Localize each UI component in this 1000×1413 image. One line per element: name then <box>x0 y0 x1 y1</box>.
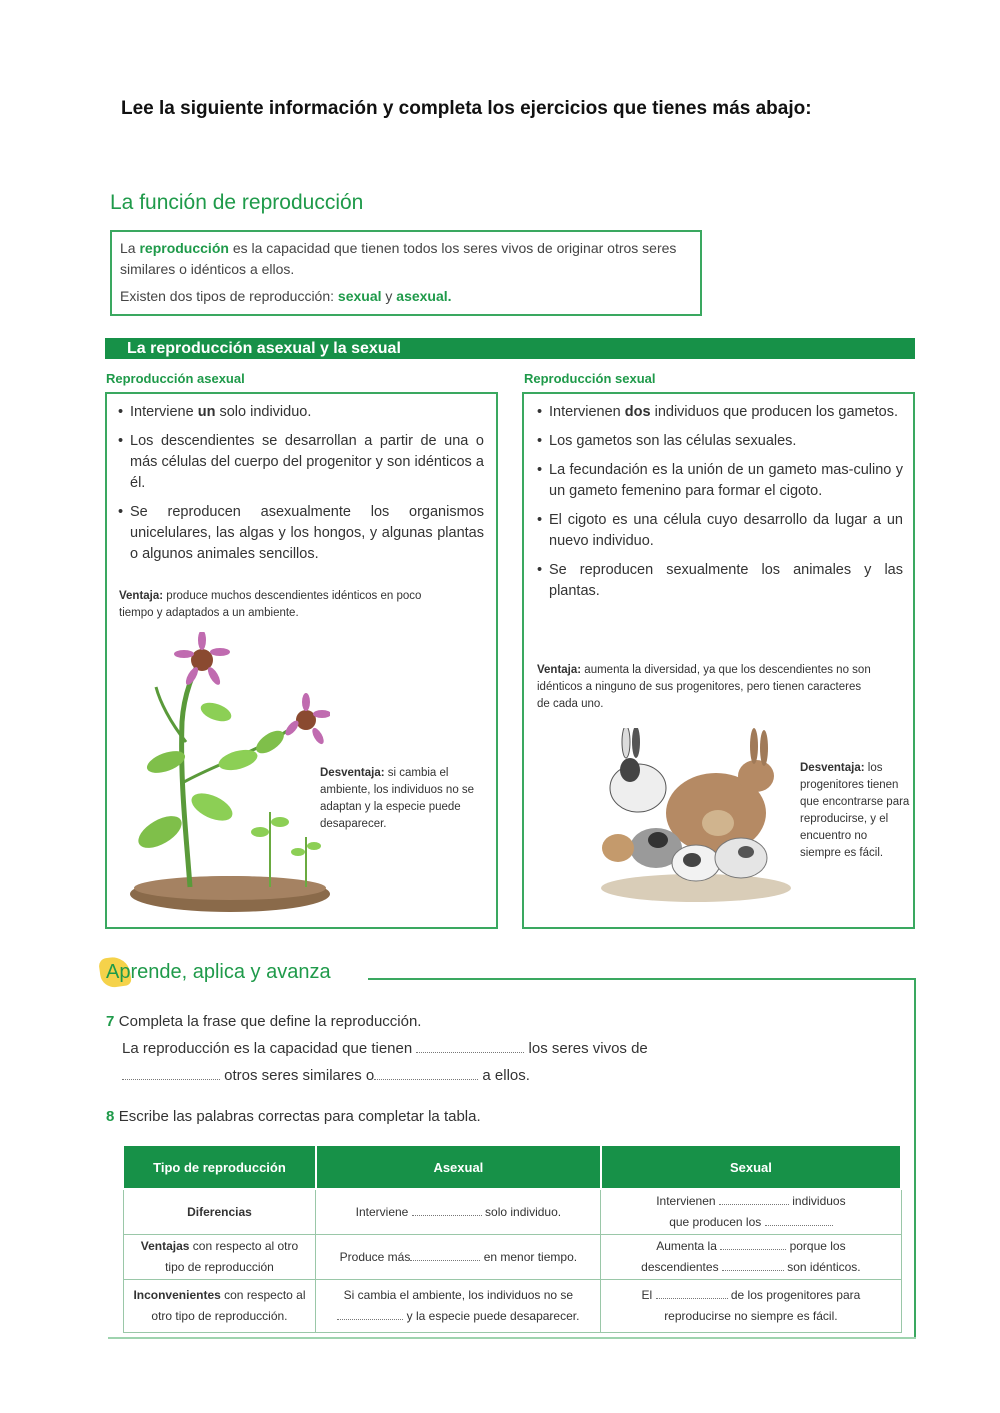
exercise-8-prompt: 8 Escribe las palabras correctas para completar la tabla. <box>106 1108 481 1125</box>
blank-field[interactable] <box>337 1307 403 1320</box>
list-item: • La fecundación es la unión de un gameto mas-culino y un gameto femenino para formar el cigoto. <box>537 460 903 502</box>
table-cell: Aumenta la porque los descendientes son idénticos. <box>601 1235 901 1280</box>
blank-field[interactable] <box>416 1040 524 1053</box>
definition-paragraph: La reproducción es la capacidad que tienen todos los seres vivos de originar otros seres similares o idénticos a ellos. <box>120 240 677 277</box>
row-label: Inconvenientes con respecto al otro tipo de reproducción. <box>123 1280 316 1333</box>
blank-field[interactable] <box>719 1192 789 1205</box>
list-item: • Intervienen dos individuos que producen los gametos. <box>537 402 903 423</box>
blank-field[interactable] <box>722 1258 784 1271</box>
list-item: • Interviene un solo individuo. <box>118 402 484 423</box>
divider <box>108 1337 916 1339</box>
section-title: La función de reproducción <box>110 191 364 214</box>
list-item: • Se reproducen asexualmente los organismos unicelulares, las algas y los hongos, y algunas plantas o algunos animales sencillos. <box>118 502 484 565</box>
table-row <box>123 1235 901 1280</box>
blank-field[interactable] <box>656 1286 728 1299</box>
sexual-bullets <box>537 402 903 610</box>
asexual-heading: Reproducción asexual <box>106 371 245 386</box>
table-cell: Produce más en menor tiempo. <box>316 1235 601 1280</box>
divider <box>914 978 916 1338</box>
exercise-7-line-2: otros seres similares o a ellos. <box>122 1067 530 1084</box>
blank-field[interactable] <box>122 1067 220 1080</box>
sexual-heading: Reproducción sexual <box>524 371 656 386</box>
exercise-7-line-1: La reproducción es la capacidad que tienen los seres vivos de <box>122 1040 648 1057</box>
blank-field[interactable] <box>412 1203 482 1216</box>
reproduction-table <box>122 1144 902 1333</box>
aprende-title: Aprende, aplica y avanza <box>106 961 331 983</box>
blank-field[interactable] <box>374 1067 478 1080</box>
list-item: • Los descendientes se desarrollan a partir de una o más células del cuerpo del progenitor y son idénticos a él. <box>118 431 484 494</box>
table-row <box>123 1189 901 1235</box>
table-row <box>123 1280 901 1333</box>
flower-icon <box>174 632 230 687</box>
table-header: Tipo de reproducción <box>123 1145 316 1189</box>
term-reproduccion: reproducción <box>139 240 229 256</box>
instruction-text: Lee la siguiente información y completa los ejercicios que tienes más abajo: <box>121 98 812 119</box>
asexual-disadvantage: Desventaja: si cambia el ambiente, los individuos no se adaptan y la especie puede desaparecer. <box>320 767 475 830</box>
list-item: • Los gametos son las células sexuales. <box>537 431 903 452</box>
table-cell: El de los progenitores para reproducirse no siempre es fácil. <box>601 1280 901 1333</box>
table-header: Sexual <box>601 1145 901 1189</box>
list-item: • Se reproducen sexualmente los animales y las plantas. <box>537 560 903 602</box>
list-item: • El cigoto es una célula cuyo desarrollo da lugar a un nuevo individuo. <box>537 510 903 552</box>
rabbits-illustration <box>596 728 796 904</box>
definition-box <box>110 230 702 316</box>
row-label: Diferencias <box>123 1189 316 1235</box>
table-cell: Intervienen individuos que producen los <box>601 1189 901 1235</box>
blank-field[interactable] <box>765 1213 833 1226</box>
rabbit-icon <box>610 728 666 812</box>
sexual-advantage: Ventaja: aumenta la diversidad, ya que los descendientes no son idénticos a ninguno de sus progenitores, pero tienen caracteres de cada uno. <box>537 664 871 710</box>
table-header: Asexual <box>316 1145 601 1189</box>
sexual-disadvantage: Desventaja: los progenitores tienen que encontrarse para reproducirse, y el encuentro no siempre es fácil. <box>800 762 910 859</box>
table-cell: Interviene solo individuo. <box>316 1189 601 1235</box>
section-band: La reproducción asexual y la sexual <box>105 338 915 359</box>
divider <box>368 978 916 980</box>
table-cell: Si cambia el ambiente, los individuos no se y la especie puede desaparecer. <box>316 1280 601 1333</box>
blank-field[interactable] <box>720 1237 786 1250</box>
exercise-7-prompt: 7 Completa la frase que define la reproducción. <box>106 1013 422 1030</box>
plant-illustration <box>120 632 330 920</box>
asexual-bullets <box>118 402 484 573</box>
row-label: Ventajas con respecto al otro tipo de reproducción <box>123 1235 316 1280</box>
asexual-advantage: Ventaja: produce muchos descendientes idénticos en poco tiempo y adaptados a un ambiente. <box>119 590 422 619</box>
blank-field[interactable] <box>410 1248 480 1261</box>
types-paragraph: Existen dos tipos de reproducción: sexual y asexual. <box>120 288 452 304</box>
